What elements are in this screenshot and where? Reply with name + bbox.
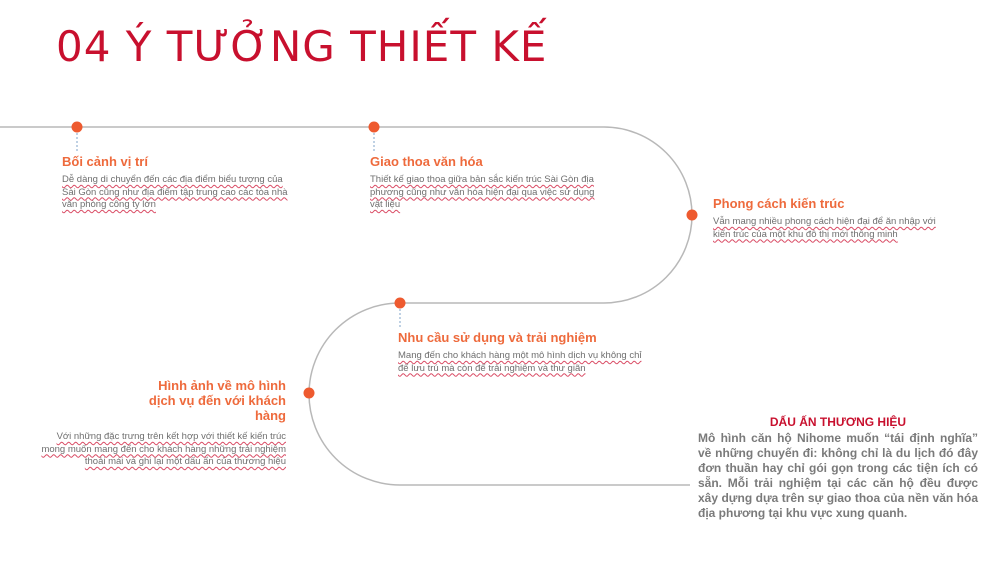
timeline-item-experience (398, 330, 648, 375)
item-heading: Phong cách kiến trúc (713, 196, 845, 211)
timeline-dot-1 (72, 122, 83, 133)
timeline-dot-4 (395, 298, 406, 309)
item-description: Dễ dàng di chuyển đến các địa điểm biểu tượng của Sài Gòn cũng như địa điểm tập trung cao các tòa nhà văn phòng công ty lớn (62, 174, 288, 210)
timeline-item-service (40, 378, 286, 469)
item-heading: Nhu cầu sử dụng và trải nghiệm (398, 330, 597, 345)
timeline-item-culture (370, 154, 602, 212)
brand-mark-heading: DẤU ẤN THƯƠNG HIỆU (769, 415, 907, 429)
item-heading: Hình ảnh về mô hình dịch vụ đến với khách hàng (148, 378, 286, 423)
item-description: Với những đặc trưng trên kết hợp với thiết kế kiến trúc mong muốn mang đến cho khách hàng những trải nghiệm thoải mái và ghi lại một dấu ấn của thương hiệu (41, 431, 286, 467)
brand-mark-body: Mô hình căn hộ Nihome muốn “tái định nghĩa” về những chuyến đi: không chỉ là du lịch đó đây đơn thuần hay chỉ gói gọn trong các tiện ích có sẵn. Mỗi trải nghiệm tại các căn hộ đều được xây dựng dựa trên sự giao thoa của nền văn hóa địa phương tại khu vực xung quanh. (698, 431, 978, 520)
timeline-dot-2 (369, 122, 380, 133)
item-description: Mang đến cho khách hàng một mô hình dịch vụ không chỉ để lưu trú mà còn để trải nghiệm và thư giãn (398, 350, 642, 374)
item-heading: Bối cảnh vị trí (62, 154, 148, 169)
page-title: 04 Ý TƯỞNG THIẾT KẾ (56, 22, 548, 71)
item-description: Vẫn mang nhiều phong cách hiện đại để ăn nhập với kiến trúc của một khu đô thị mới thông minh (713, 216, 936, 240)
timeline-dot-5 (304, 388, 315, 399)
item-description: Thiết kế giao thoa giữa bản sắc kiến trúc Sài Gòn địa phương cũng như văn hóa hiện đại qua việc sử dụng vật liệu (370, 174, 595, 210)
timeline-item-location (62, 154, 298, 212)
timeline-dot-3 (687, 210, 698, 221)
timeline-item-architecture (713, 196, 943, 241)
item-heading: Giao thoa văn hóa (370, 154, 483, 169)
brand-mark-block (698, 415, 978, 521)
